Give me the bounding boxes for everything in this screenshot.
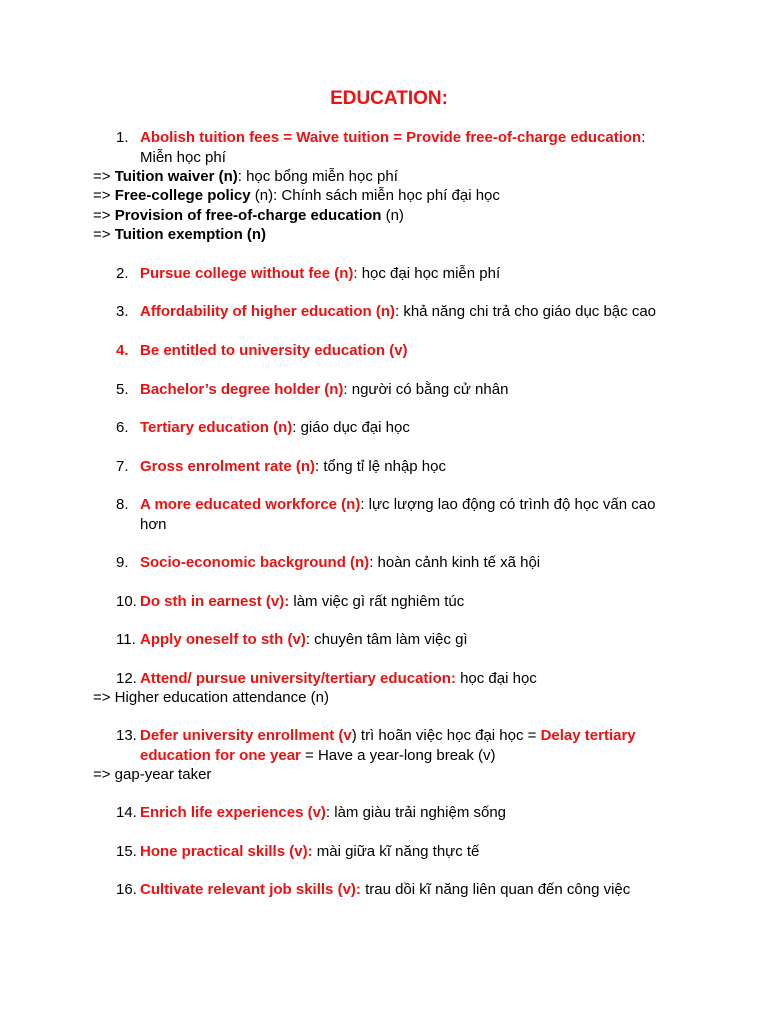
list-item xyxy=(140,842,680,862)
term: Bachelor’s degree holder (n) xyxy=(140,381,344,398)
definition: : tổng tỉ lệ nhập học xyxy=(315,458,446,475)
list-item xyxy=(140,669,680,689)
list-item xyxy=(140,128,680,168)
list-item xyxy=(140,495,680,535)
list-item xyxy=(140,553,680,573)
definition: : làm giàu trải nghiệm sống xyxy=(325,804,507,821)
definition: : học đại học miễn phí xyxy=(353,265,501,282)
definition: trau dồi kĩ năng liên quan đến công việc xyxy=(360,881,631,898)
related-term-note xyxy=(93,688,733,708)
item-number: 6. xyxy=(116,419,129,436)
term: Hone practical skills (v): xyxy=(140,843,313,860)
item-number: 15. xyxy=(116,843,137,860)
list-item xyxy=(140,380,680,400)
item-number: 14. xyxy=(116,804,137,821)
list-item xyxy=(140,592,680,612)
item-number: 8. xyxy=(116,496,129,513)
arrow-prefix: => xyxy=(93,226,115,243)
related-term-note xyxy=(93,206,733,226)
definition: : khả năng chi trả cho giáo dục bậc cao xyxy=(395,303,657,320)
note-text: => Higher education attendance (n) xyxy=(93,689,329,706)
item-number: 12. xyxy=(116,670,137,687)
item-number: 9. xyxy=(116,554,129,571)
term: Attend/ pursue university/tertiary education: xyxy=(140,670,456,687)
related-term: Tuition waiver (n) xyxy=(114,168,238,185)
item-number: 4. xyxy=(116,342,129,359)
item-number: 2. xyxy=(116,265,129,282)
definition: : người có bằng cử nhân xyxy=(343,381,509,398)
term: Gross enrolment rate (n) xyxy=(140,458,316,475)
definition: : giáo dục đại học xyxy=(292,419,410,436)
item-number: 5. xyxy=(116,381,129,398)
related-term: Provision of free-of-charge education xyxy=(114,207,382,224)
list-item xyxy=(140,457,680,477)
related-term-note xyxy=(93,167,733,187)
list-item xyxy=(140,341,680,361)
arrow-prefix: => xyxy=(93,207,115,224)
term: Socio-economic background (n) xyxy=(140,554,370,571)
list-item xyxy=(140,630,680,650)
list-item xyxy=(140,418,680,438)
term: Apply oneself to sth (v) xyxy=(140,631,306,648)
item-number: 11. xyxy=(116,631,136,648)
definition: : chuyên tâm làm việc gì xyxy=(305,631,468,648)
term: Be entitled to university education (v) xyxy=(140,342,408,359)
definition: học đại học xyxy=(455,670,537,687)
related-term: Tuition exemption (n) xyxy=(114,226,267,243)
term: Cultivate relevant job skills (v): xyxy=(140,881,361,898)
term: Do sth in earnest (v): xyxy=(140,593,290,610)
arrow-prefix: => xyxy=(93,187,115,204)
definition: mài giữa kĩ năng thực tế xyxy=(312,843,480,860)
term: Defer university enrollment (v xyxy=(140,727,352,744)
list-item xyxy=(140,726,680,766)
list-item xyxy=(140,803,680,823)
definition: (n) xyxy=(381,207,404,224)
definition: ) trì hoãn việc học đại học = xyxy=(351,727,541,744)
term: Abolish tuition fees = Waive tuition = Provide free-of-charge education xyxy=(140,129,642,146)
term: Pursue college without fee (n) xyxy=(140,265,354,282)
definition: : hoàn cảnh kinh tế xã hội xyxy=(369,554,541,571)
item-number: 16. xyxy=(116,881,137,898)
related-term-note xyxy=(93,765,733,785)
related-term-note xyxy=(93,186,733,206)
related-term: Free-college policy xyxy=(114,187,251,204)
term: Affordability of higher education (n) xyxy=(140,303,395,320)
term: Enrich life experiences (v) xyxy=(140,804,326,821)
list-item xyxy=(140,880,680,900)
item-number: 10. xyxy=(116,593,137,610)
list-item xyxy=(140,264,680,284)
note-text: => gap-year taker xyxy=(93,766,212,783)
definition: = Have a year-long break (v) xyxy=(300,747,496,764)
definition: làm việc gì rất nghiêm túc xyxy=(289,593,465,610)
item-number: 13. xyxy=(116,727,137,744)
term: Tertiary education (n) xyxy=(140,419,293,436)
item-number: 7. xyxy=(116,458,129,475)
document-title: EDUCATION: xyxy=(330,88,448,109)
item-number: 3. xyxy=(116,303,129,320)
item-number: 1. xyxy=(116,129,129,146)
term: A more educated workforce (n) xyxy=(140,496,361,513)
definition: : lực lượng lao động có trình độ học vấn cao hơn xyxy=(140,496,656,533)
arrow-prefix: => xyxy=(93,168,115,185)
definition: : học bổng miễn học phí xyxy=(237,168,398,185)
definition: : Miễn học phí xyxy=(140,129,646,166)
definition: (n): Chính sách miễn học phí đại học xyxy=(250,187,500,204)
term: Delay tertiary education for one year xyxy=(140,727,636,764)
related-term-note xyxy=(93,225,733,245)
list-item xyxy=(140,302,680,322)
